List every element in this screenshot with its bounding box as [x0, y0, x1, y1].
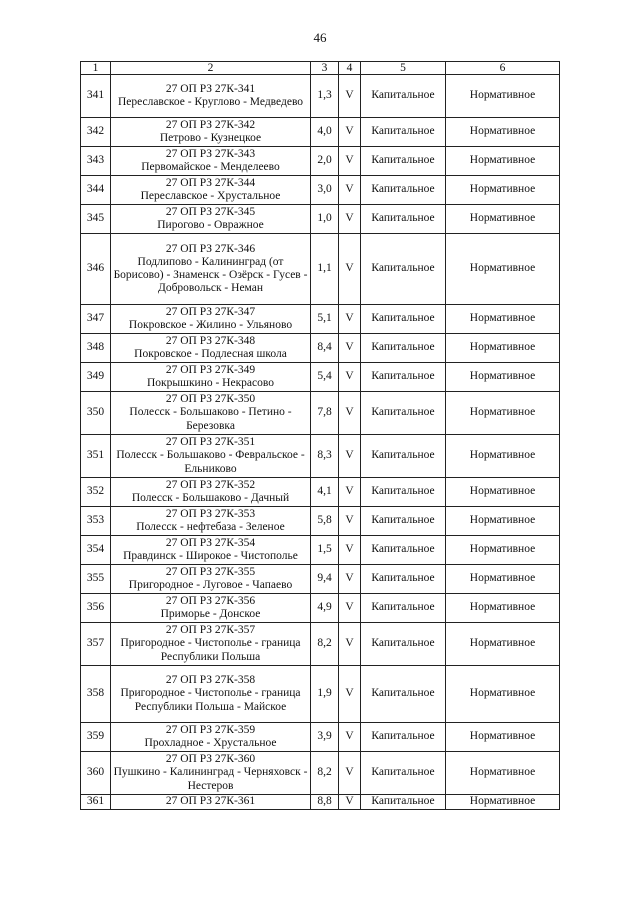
road-cell [111, 147, 311, 176]
road-state: Нормативное [446, 594, 560, 623]
road-length: 1,5 [311, 536, 339, 565]
repair-type: Капитальное [361, 363, 446, 392]
road-code: 27 ОП РЗ 27К-352 [165, 478, 256, 491]
road-code: 27 ОП РЗ 27К-356 [165, 594, 256, 607]
road-category: V [339, 392, 361, 435]
row-number: 353 [81, 507, 111, 536]
road-code: 27 ОП РЗ 27К-343 [165, 147, 256, 160]
road-length: 8,2 [311, 623, 339, 666]
header-cell-4: 4 [339, 62, 361, 75]
road-route: Первомайское - Менделеево [141, 161, 280, 173]
header-cell-1: 1 [81, 62, 111, 75]
repair-type: Капитальное [361, 536, 446, 565]
road-cell [111, 176, 311, 205]
road-category: V [339, 118, 361, 147]
row-number: 349 [81, 363, 111, 392]
road-route: Приморье - Донское [160, 608, 261, 620]
road-state: Нормативное [446, 305, 560, 334]
road-length: 5,1 [311, 305, 339, 334]
table-row [81, 795, 560, 810]
road-state: Нормативное [446, 118, 560, 147]
repair-type: Капитальное [361, 594, 446, 623]
repair-type: Капитальное [361, 478, 446, 507]
row-number: 350 [81, 392, 111, 435]
road-route: Полесск - Большаково - Февральское - Ельниково [116, 449, 305, 475]
road-state: Нормативное [446, 723, 560, 752]
road-category: V [339, 594, 361, 623]
road-category: V [339, 305, 361, 334]
road-cell [111, 363, 311, 392]
road-cell [111, 205, 311, 234]
road-code: 27 ОП РЗ 27К-342 [165, 118, 256, 131]
road-cell [111, 507, 311, 536]
road-length: 3,9 [311, 723, 339, 752]
road-category: V [339, 75, 361, 118]
table-row [81, 176, 560, 205]
road-length: 4,9 [311, 594, 339, 623]
road-route: Петрово - Кузнецкое [159, 132, 262, 144]
row-number: 355 [81, 565, 111, 594]
table-row [81, 594, 560, 623]
row-number: 360 [81, 752, 111, 795]
road-category: V [339, 795, 361, 810]
repair-type: Капитальное [361, 234, 446, 305]
road-cell [111, 623, 311, 666]
road-category: V [339, 234, 361, 305]
road-category: V [339, 334, 361, 363]
road-route: Покрышкино - Некрасово [146, 377, 274, 389]
road-category: V [339, 478, 361, 507]
repair-type: Капитальное [361, 752, 446, 795]
road-state: Нормативное [446, 752, 560, 795]
header-cell-3: 3 [311, 62, 339, 75]
repair-type: Капитальное [361, 795, 446, 810]
road-length: 8,3 [311, 435, 339, 478]
road-length: 9,4 [311, 565, 339, 594]
road-cell [111, 752, 311, 795]
table-row [81, 334, 560, 363]
road-cell [111, 118, 311, 147]
row-number: 356 [81, 594, 111, 623]
page-number: 46 [313, 30, 327, 45]
road-state: Нормативное [446, 507, 560, 536]
table-row [81, 363, 560, 392]
table-row [81, 392, 560, 435]
road-state: Нормативное [446, 234, 560, 305]
road-state: Нормативное [446, 176, 560, 205]
road-length: 4,1 [311, 478, 339, 507]
header-row [81, 62, 560, 75]
road-route: Пушкино - Калининград - Черняховск - Нестеров [113, 766, 308, 792]
road-route: Полесск - нефтебаза - Зеленое [136, 521, 285, 533]
repair-type: Капитальное [361, 147, 446, 176]
road-state: Нормативное [446, 205, 560, 234]
road-length: 1,1 [311, 234, 339, 305]
header-cell-5: 5 [361, 62, 446, 75]
road-code: 27 ОП РЗ 27К-341 [165, 82, 256, 95]
road-category: V [339, 435, 361, 478]
road-length: 5,8 [311, 507, 339, 536]
table-row [81, 478, 560, 507]
road-route: Пирогово - Овражное [157, 219, 264, 231]
row-number: 341 [81, 75, 111, 118]
road-length: 1,9 [311, 666, 339, 723]
road-cell [111, 795, 311, 810]
road-code: 27 ОП РЗ 27К-345 [165, 205, 256, 218]
road-cell [111, 392, 311, 435]
road-code: 27 ОП РЗ 27К-354 [165, 536, 256, 549]
table-row [81, 75, 560, 118]
row-number: 358 [81, 666, 111, 723]
road-cell [111, 565, 311, 594]
repair-type: Капитальное [361, 176, 446, 205]
road-cell [111, 435, 311, 478]
table-row [81, 147, 560, 176]
table-row [81, 536, 560, 565]
road-length: 3,0 [311, 176, 339, 205]
road-length: 8,2 [311, 752, 339, 795]
road-cell [111, 478, 311, 507]
road-cell [111, 666, 311, 723]
road-cell [111, 305, 311, 334]
repair-type: Капитальное [361, 392, 446, 435]
table-row [81, 435, 560, 478]
road-code: 27 ОП РЗ 27К-353 [165, 507, 256, 520]
road-code: 27 ОП РЗ 27К-348 [165, 334, 256, 347]
row-number: 348 [81, 334, 111, 363]
row-number: 343 [81, 147, 111, 176]
road-state: Нормативное [446, 623, 560, 666]
row-number: 357 [81, 623, 111, 666]
table-body [81, 75, 560, 810]
road-route: Пригородное - Луговое - Чапаево [128, 579, 293, 591]
row-number: 344 [81, 176, 111, 205]
road-route: Пригородное - Чистополье - граница Республики Польша [120, 637, 301, 663]
row-number: 359 [81, 723, 111, 752]
road-route: Покровское - Подлесная школа [134, 348, 287, 360]
road-category: V [339, 147, 361, 176]
header-cell-6: 6 [446, 62, 560, 75]
road-category: V [339, 752, 361, 795]
road-state: Нормативное [446, 795, 560, 810]
repair-type: Капитальное [361, 305, 446, 334]
road-state: Нормативное [446, 666, 560, 723]
road-code: 27 ОП РЗ 27К-351 [165, 436, 256, 449]
road-state: Нормативное [446, 363, 560, 392]
road-code: 27 ОП РЗ 27К-344 [165, 176, 256, 189]
road-cell [111, 536, 311, 565]
road-length: 2,0 [311, 147, 339, 176]
road-code: 27 ОП РЗ 27К-355 [165, 565, 256, 578]
repair-type: Капитальное [361, 75, 446, 118]
row-number: 346 [81, 234, 111, 305]
roads-table [80, 61, 560, 810]
row-number: 352 [81, 478, 111, 507]
road-route: Полесск - Большаково - Дачный [131, 492, 290, 504]
row-number: 342 [81, 118, 111, 147]
road-category: V [339, 565, 361, 594]
table-header [81, 62, 560, 75]
road-category: V [339, 666, 361, 723]
repair-type: Капитальное [361, 118, 446, 147]
table-row [81, 118, 560, 147]
header-cell-2: 2 [111, 62, 311, 75]
road-route: Подлипово - Калининград (от Борисово) - Знаменск - Озёрск - Гусев - Добровольск - Неман [113, 255, 308, 295]
row-number: 351 [81, 435, 111, 478]
table-row [81, 723, 560, 752]
table-row [81, 507, 560, 536]
road-length: 4,0 [311, 118, 339, 147]
road-length: 8,8 [311, 795, 339, 810]
road-state: Нормативное [446, 75, 560, 118]
road-length: 1,3 [311, 75, 339, 118]
road-category: V [339, 623, 361, 666]
row-number: 347 [81, 305, 111, 334]
road-category: V [339, 363, 361, 392]
table-row [81, 752, 560, 795]
road-cell [111, 723, 311, 752]
road-state: Нормативное [446, 536, 560, 565]
road-cell [111, 75, 311, 118]
road-route: Покровское - Жилино - Ульяново [128, 319, 293, 331]
repair-type: Капитальное [361, 507, 446, 536]
table-row [81, 234, 560, 305]
road-code: 27 ОП РЗ 27К-349 [165, 363, 256, 376]
road-cell [111, 594, 311, 623]
repair-type: Капитальное [361, 666, 446, 723]
row-number: 361 [81, 795, 111, 810]
repair-type: Капитальное [361, 623, 446, 666]
repair-type: Капитальное [361, 565, 446, 594]
row-number: 354 [81, 536, 111, 565]
road-code: 27 ОП РЗ 27К-357 [165, 624, 256, 637]
road-cell [111, 334, 311, 363]
road-state: Нормативное [446, 392, 560, 435]
road-route: Прохладное - Хрустальное [144, 737, 277, 749]
repair-type: Капитальное [361, 334, 446, 363]
road-code: 27 ОП РЗ 27К-361 [165, 795, 256, 808]
repair-type: Капитальное [361, 723, 446, 752]
road-state: Нормативное [446, 435, 560, 478]
road-cell [111, 234, 311, 305]
road-length: 5,4 [311, 363, 339, 392]
road-route: Правдинск - Широкое - Чистополье [123, 550, 298, 562]
road-route: Переславское - Круглово - Медведево [117, 96, 304, 108]
road-code: 27 ОП РЗ 27К-359 [165, 723, 256, 736]
repair-type: Капитальное [361, 435, 446, 478]
table-row [81, 623, 560, 666]
road-length: 7,8 [311, 392, 339, 435]
road-category: V [339, 723, 361, 752]
road-code: 27 ОП РЗ 27К-358 [165, 674, 256, 687]
road-state: Нормативное [446, 147, 560, 176]
road-length: 1,0 [311, 205, 339, 234]
road-category: V [339, 205, 361, 234]
road-route: Переславское - Хрустальное [140, 190, 281, 202]
table-row [81, 205, 560, 234]
table-row [81, 565, 560, 594]
road-code: 27 ОП РЗ 27К-360 [165, 753, 256, 766]
road-length: 8,4 [311, 334, 339, 363]
road-code: 27 ОП РЗ 27К-346 [165, 242, 256, 255]
road-code: 27 ОП РЗ 27К-347 [165, 305, 256, 318]
road-state: Нормативное [446, 334, 560, 363]
table-row [81, 666, 560, 723]
road-route: Полесск - Большаково - Петино - Березовка [129, 406, 292, 432]
road-category: V [339, 507, 361, 536]
road-code: 27 ОП РЗ 27К-350 [165, 393, 256, 406]
table-row [81, 305, 560, 334]
repair-type: Капитальное [361, 205, 446, 234]
row-number: 345 [81, 205, 111, 234]
road-category: V [339, 176, 361, 205]
road-state: Нормативное [446, 565, 560, 594]
road-route: Пригородное - Чистополье - граница Республики Польша - Майское [120, 687, 301, 713]
road-category: V [339, 536, 361, 565]
road-state: Нормативное [446, 478, 560, 507]
